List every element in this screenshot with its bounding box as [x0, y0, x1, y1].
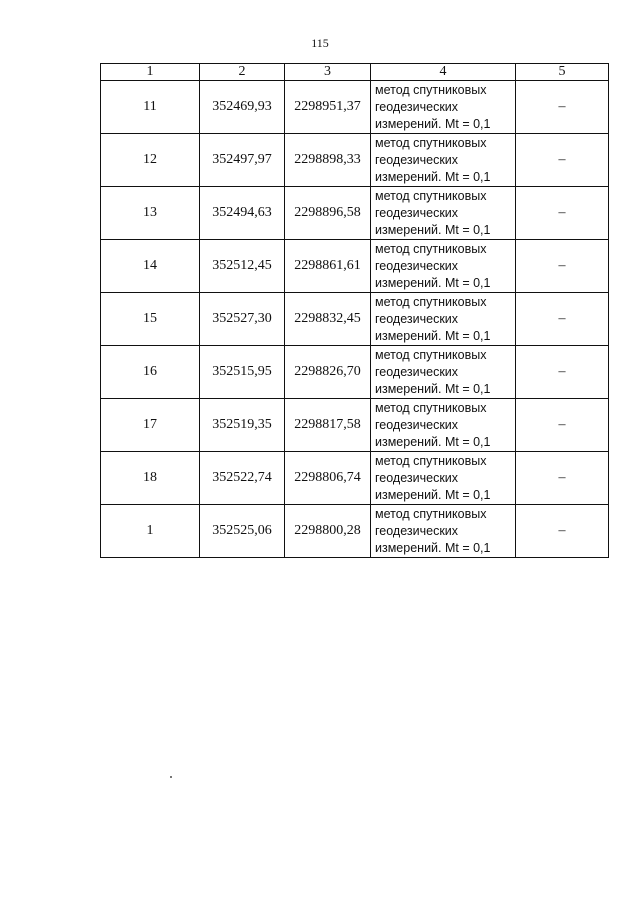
- x-coordinate-cell: 352494,63: [200, 187, 285, 240]
- table-row: [101, 187, 609, 240]
- header-col-3: 3: [285, 64, 371, 81]
- page-number: 115: [311, 36, 329, 50]
- x-coordinate-cell: 352525,06: [200, 505, 285, 558]
- note-cell: –: [516, 505, 609, 558]
- method-line: метод спутниковых: [375, 82, 487, 97]
- method-line: метод спутниковых: [375, 347, 487, 362]
- table-row: [101, 399, 609, 452]
- table-body: [101, 81, 609, 558]
- table-row: [101, 505, 609, 558]
- method-line: геодезических: [375, 152, 459, 167]
- y-coordinate-cell: 2298800,28: [285, 505, 371, 558]
- header-col-1: 1: [101, 64, 200, 81]
- note-cell: –: [516, 399, 609, 452]
- method-line: геодезических: [375, 205, 459, 220]
- note-cell: –: [516, 81, 609, 134]
- table-header-row: [101, 64, 609, 81]
- table-row: [101, 452, 609, 505]
- y-coordinate-cell: 2298896,58: [285, 187, 371, 240]
- point-number-cell: 1: [101, 505, 200, 558]
- method-cell: [371, 187, 516, 240]
- header-col-2: 2: [200, 64, 285, 81]
- method-line: метод спутниковых: [375, 188, 487, 203]
- y-coordinate-cell: 2298832,45: [285, 293, 371, 346]
- x-coordinate-cell: 352469,93: [200, 81, 285, 134]
- method-line: метод спутниковых: [375, 294, 487, 309]
- table-row: [101, 293, 609, 346]
- point-number-cell: 11: [101, 81, 200, 134]
- method-line: метод спутниковых: [375, 506, 487, 521]
- note-cell: –: [516, 293, 609, 346]
- method-cell: [371, 505, 516, 558]
- y-coordinate-cell: 2298817,58: [285, 399, 371, 452]
- method-line: геодезических: [375, 99, 459, 114]
- note-cell: –: [516, 134, 609, 187]
- x-coordinate-cell: 352515,95: [200, 346, 285, 399]
- point-number-cell: 18: [101, 452, 200, 505]
- table-row: [101, 346, 609, 399]
- table-row: [101, 240, 609, 293]
- method-line: метод спутниковых: [375, 241, 487, 256]
- method-line: измерений. Mt = 0,1: [375, 434, 491, 449]
- y-coordinate-cell: 2298951,37: [285, 81, 371, 134]
- method-cell: [371, 134, 516, 187]
- point-number-cell: 15: [101, 293, 200, 346]
- method-line: геодезических: [375, 417, 459, 432]
- point-number-cell: 17: [101, 399, 200, 452]
- y-coordinate-cell: 2298826,70: [285, 346, 371, 399]
- header-col-5: 5: [516, 64, 609, 81]
- method-line: геодезических: [375, 311, 459, 326]
- x-coordinate-cell: 352522,74: [200, 452, 285, 505]
- method-line: измерений. Mt = 0,1: [375, 381, 491, 396]
- x-coordinate-cell: 352519,35: [200, 399, 285, 452]
- method-line: измерений. Mt = 0,1: [375, 169, 491, 184]
- method-line: измерений. Mt = 0,1: [375, 116, 491, 131]
- method-line: геодезических: [375, 470, 459, 485]
- method-line: измерений. Mt = 0,1: [375, 275, 491, 290]
- point-number-cell: 12: [101, 134, 200, 187]
- method-cell: [371, 240, 516, 293]
- method-line: геодезических: [375, 364, 459, 379]
- table-row: [101, 134, 609, 187]
- method-line: метод спутниковых: [375, 135, 487, 150]
- method-line: метод спутниковых: [375, 400, 487, 415]
- method-line: измерений. Mt = 0,1: [375, 487, 491, 502]
- point-number-cell: 14: [101, 240, 200, 293]
- y-coordinate-cell: 2298861,61: [285, 240, 371, 293]
- point-number-cell: 16: [101, 346, 200, 399]
- x-coordinate-cell: 352512,45: [200, 240, 285, 293]
- method-line: геодезических: [375, 523, 459, 538]
- x-coordinate-cell: 352497,97: [200, 134, 285, 187]
- method-line: измерений. Mt = 0,1: [375, 222, 491, 237]
- note-cell: –: [516, 240, 609, 293]
- header-col-4: 4: [371, 64, 516, 81]
- method-cell: [371, 346, 516, 399]
- note-cell: –: [516, 187, 609, 240]
- method-cell: [371, 399, 516, 452]
- x-coordinate-cell: 352527,30: [200, 293, 285, 346]
- note-cell: –: [516, 346, 609, 399]
- method-cell: [371, 293, 516, 346]
- method-cell: [371, 452, 516, 505]
- y-coordinate-cell: 2298898,33: [285, 134, 371, 187]
- scan-speck: [170, 776, 172, 778]
- method-line: геодезических: [375, 258, 459, 273]
- method-line: метод спутниковых: [375, 453, 487, 468]
- method-cell: [371, 81, 516, 134]
- method-line: измерений. Mt = 0,1: [375, 328, 491, 343]
- coordinates-table: [100, 63, 609, 558]
- method-line: измерений. Mt = 0,1: [375, 540, 491, 555]
- table-row: [101, 81, 609, 134]
- note-cell: –: [516, 452, 609, 505]
- point-number-cell: 13: [101, 187, 200, 240]
- y-coordinate-cell: 2298806,74: [285, 452, 371, 505]
